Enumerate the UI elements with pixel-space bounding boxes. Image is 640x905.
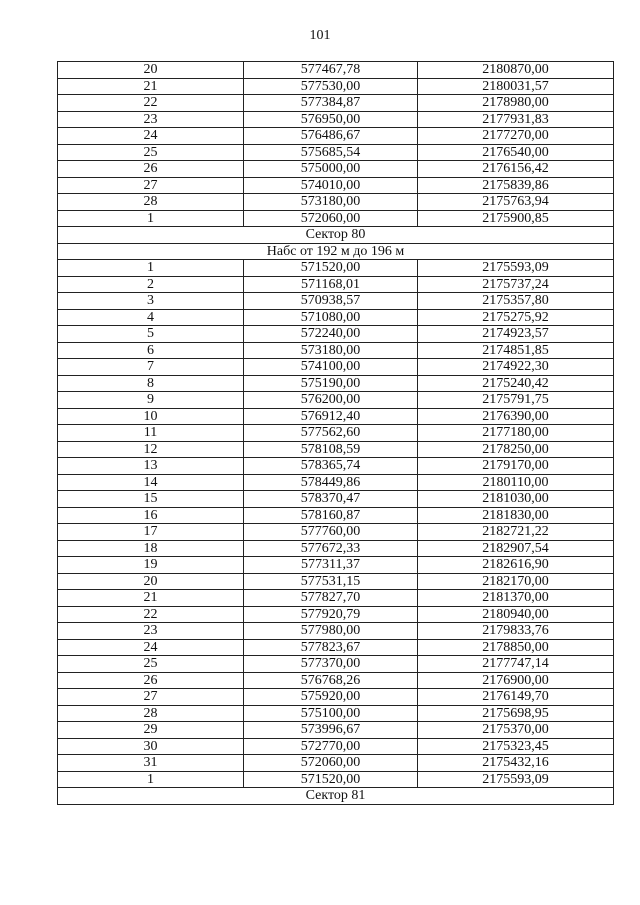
point-number-cell: 13: [58, 458, 244, 475]
y-coordinate-cell: 2177180,00: [418, 425, 614, 442]
y-coordinate-cell: 2177270,00: [418, 128, 614, 145]
y-coordinate-cell: 2177747,14: [418, 656, 614, 673]
table-row: [58, 623, 614, 640]
x-coordinate-cell: 575685,54: [244, 144, 418, 161]
table-row: [58, 441, 614, 458]
point-number-cell: 1: [58, 771, 244, 788]
x-coordinate-cell: 576912,40: [244, 408, 418, 425]
y-coordinate-cell: 2174923,57: [418, 326, 614, 343]
point-number-cell: 5: [58, 326, 244, 343]
x-coordinate-cell: 573180,00: [244, 194, 418, 211]
table-row: [58, 573, 614, 590]
point-number-cell: 27: [58, 177, 244, 194]
x-coordinate-cell: 577531,15: [244, 573, 418, 590]
point-number-cell: 23: [58, 623, 244, 640]
y-coordinate-cell: 2175737,24: [418, 276, 614, 293]
y-coordinate-cell: 2175698,95: [418, 705, 614, 722]
x-coordinate-cell: 577370,00: [244, 656, 418, 673]
point-number-cell: 9: [58, 392, 244, 409]
x-coordinate-cell: 578160,87: [244, 507, 418, 524]
y-coordinate-cell: 2175432,16: [418, 755, 614, 772]
x-coordinate-cell: 572240,00: [244, 326, 418, 343]
point-number-cell: 8: [58, 375, 244, 392]
table-row: [58, 375, 614, 392]
table-row: [58, 210, 614, 227]
x-coordinate-cell: 578365,74: [244, 458, 418, 475]
point-number-cell: 23: [58, 111, 244, 128]
table-row: [58, 474, 614, 491]
y-coordinate-cell: 2178980,00: [418, 95, 614, 112]
y-coordinate-cell: 2182170,00: [418, 573, 614, 590]
y-coordinate-cell: 2176390,00: [418, 408, 614, 425]
point-number-cell: 6: [58, 342, 244, 359]
table-row: [58, 342, 614, 359]
x-coordinate-cell: 577530,00: [244, 78, 418, 95]
point-number-cell: 2: [58, 276, 244, 293]
page-number: 101: [309, 28, 331, 43]
x-coordinate-cell: 576950,00: [244, 111, 418, 128]
y-coordinate-cell: 2182616,90: [418, 557, 614, 574]
point-number-cell: 22: [58, 606, 244, 623]
y-coordinate-cell: 2175593,09: [418, 771, 614, 788]
x-coordinate-cell: 571168,01: [244, 276, 418, 293]
table-row: [58, 161, 614, 178]
table-row: [58, 705, 614, 722]
table-row: [58, 177, 614, 194]
table-row: [58, 62, 614, 79]
y-coordinate-cell: 2175370,00: [418, 722, 614, 739]
x-coordinate-cell: 578449,86: [244, 474, 418, 491]
y-coordinate-cell: 2176540,00: [418, 144, 614, 161]
x-coordinate-cell: 577467,78: [244, 62, 418, 79]
y-coordinate-cell: 2181830,00: [418, 507, 614, 524]
point-number-cell: 28: [58, 705, 244, 722]
point-number-cell: 1: [58, 260, 244, 277]
point-number-cell: 21: [58, 590, 244, 607]
point-number-cell: 25: [58, 656, 244, 673]
y-coordinate-cell: 2174851,85: [418, 342, 614, 359]
x-coordinate-cell: 572060,00: [244, 210, 418, 227]
y-coordinate-cell: 2176149,70: [418, 689, 614, 706]
y-coordinate-cell: 2175275,92: [418, 309, 614, 326]
point-number-cell: 26: [58, 161, 244, 178]
y-coordinate-cell: 2182721,22: [418, 524, 614, 541]
table-row: [58, 408, 614, 425]
y-coordinate-cell: 2179170,00: [418, 458, 614, 475]
x-coordinate-cell: 571520,00: [244, 260, 418, 277]
point-number-cell: 11: [58, 425, 244, 442]
table-row: [58, 78, 614, 95]
point-number-cell: 14: [58, 474, 244, 491]
point-number-cell: 19: [58, 557, 244, 574]
y-coordinate-cell: 2175240,42: [418, 375, 614, 392]
table-row: [58, 639, 614, 656]
point-number-cell: 24: [58, 128, 244, 145]
table-row: [58, 425, 614, 442]
coordinates-table: [57, 61, 614, 805]
table-row: [58, 540, 614, 557]
x-coordinate-cell: 573996,67: [244, 722, 418, 739]
point-number-cell: 4: [58, 309, 244, 326]
point-number-cell: 15: [58, 491, 244, 508]
table-row: [58, 260, 614, 277]
y-coordinate-cell: 2175900,85: [418, 210, 614, 227]
x-coordinate-cell: 572770,00: [244, 738, 418, 755]
point-number-cell: 24: [58, 639, 244, 656]
point-number-cell: 20: [58, 62, 244, 79]
point-number-cell: 27: [58, 689, 244, 706]
x-coordinate-cell: 575190,00: [244, 375, 418, 392]
table-row: [58, 557, 614, 574]
y-coordinate-cell: 2175593,09: [418, 260, 614, 277]
y-coordinate-cell: 2176156,42: [418, 161, 614, 178]
x-coordinate-cell: 571520,00: [244, 771, 418, 788]
table-row: [58, 656, 614, 673]
y-coordinate-cell: 2180870,00: [418, 62, 614, 79]
y-coordinate-cell: 2180110,00: [418, 474, 614, 491]
point-number-cell: 16: [58, 507, 244, 524]
x-coordinate-cell: 578370,47: [244, 491, 418, 508]
y-coordinate-cell: 2178850,00: [418, 639, 614, 656]
y-coordinate-cell: 2181370,00: [418, 590, 614, 607]
point-number-cell: 18: [58, 540, 244, 557]
point-number-cell: 30: [58, 738, 244, 755]
y-coordinate-cell: 2177931,83: [418, 111, 614, 128]
table-row: [58, 276, 614, 293]
point-number-cell: 20: [58, 573, 244, 590]
y-coordinate-cell: 2181030,00: [418, 491, 614, 508]
table-row: [58, 392, 614, 409]
x-coordinate-cell: 572060,00: [244, 755, 418, 772]
table-row: [58, 524, 614, 541]
point-number-cell: 1: [58, 210, 244, 227]
y-coordinate-cell: 2180940,00: [418, 606, 614, 623]
x-coordinate-cell: 577672,33: [244, 540, 418, 557]
x-coordinate-cell: 576486,67: [244, 128, 418, 145]
x-coordinate-cell: 573180,00: [244, 342, 418, 359]
point-number-cell: 29: [58, 722, 244, 739]
table-row: [58, 293, 614, 310]
point-number-cell: 21: [58, 78, 244, 95]
y-coordinate-cell: 2175763,94: [418, 194, 614, 211]
y-coordinate-cell: 2175839,86: [418, 177, 614, 194]
y-coordinate-cell: 2175791,75: [418, 392, 614, 409]
point-number-cell: 26: [58, 672, 244, 689]
point-number-cell: 12: [58, 441, 244, 458]
x-coordinate-cell: 574010,00: [244, 177, 418, 194]
x-coordinate-cell: 577760,00: [244, 524, 418, 541]
point-number-cell: 25: [58, 144, 244, 161]
point-number-cell: 17: [58, 524, 244, 541]
section-row: [58, 243, 614, 260]
table-row: [58, 738, 614, 755]
y-coordinate-cell: 2175323,45: [418, 738, 614, 755]
table-row: [58, 507, 614, 524]
x-coordinate-cell: 577823,67: [244, 639, 418, 656]
x-coordinate-cell: 577980,00: [244, 623, 418, 640]
table-row: [58, 590, 614, 607]
x-coordinate-cell: 577384,87: [244, 95, 418, 112]
y-coordinate-cell: 2182907,54: [418, 540, 614, 557]
table-row: [58, 606, 614, 623]
table-row: [58, 458, 614, 475]
table-row: [58, 672, 614, 689]
x-coordinate-cell: 574100,00: [244, 359, 418, 376]
y-coordinate-cell: 2179833,76: [418, 623, 614, 640]
y-coordinate-cell: 2180031,57: [418, 78, 614, 95]
point-number-cell: 10: [58, 408, 244, 425]
table-row: [58, 309, 614, 326]
section-title: Набс от 192 м до 196 м: [58, 243, 614, 260]
point-number-cell: 31: [58, 755, 244, 772]
table-row: [58, 194, 614, 211]
table-row: [58, 771, 614, 788]
table-row: [58, 491, 614, 508]
x-coordinate-cell: 577827,70: [244, 590, 418, 607]
y-coordinate-cell: 2176900,00: [418, 672, 614, 689]
section-title: Сектор 80: [58, 227, 614, 244]
x-coordinate-cell: 577562,60: [244, 425, 418, 442]
section-row: [58, 227, 614, 244]
x-coordinate-cell: 576768,26: [244, 672, 418, 689]
x-coordinate-cell: 571080,00: [244, 309, 418, 326]
table-row: [58, 128, 614, 145]
table-row: [58, 95, 614, 112]
table-row: [58, 111, 614, 128]
table-row: [58, 359, 614, 376]
table-row: [58, 144, 614, 161]
point-number-cell: 7: [58, 359, 244, 376]
coordinates-table-body: [58, 62, 614, 805]
table-row: [58, 326, 614, 343]
table-row: [58, 722, 614, 739]
table-row: [58, 689, 614, 706]
y-coordinate-cell: 2178250,00: [418, 441, 614, 458]
x-coordinate-cell: 577920,79: [244, 606, 418, 623]
table-row: [58, 755, 614, 772]
x-coordinate-cell: 575920,00: [244, 689, 418, 706]
point-number-cell: 28: [58, 194, 244, 211]
y-coordinate-cell: 2175357,80: [418, 293, 614, 310]
x-coordinate-cell: 575000,00: [244, 161, 418, 178]
y-coordinate-cell: 2174922,30: [418, 359, 614, 376]
x-coordinate-cell: 578108,59: [244, 441, 418, 458]
x-coordinate-cell: 576200,00: [244, 392, 418, 409]
section-title: Сектор 81: [58, 788, 614, 805]
x-coordinate-cell: 577311,37: [244, 557, 418, 574]
x-coordinate-cell: 570938,57: [244, 293, 418, 310]
point-number-cell: 3: [58, 293, 244, 310]
section-row: [58, 788, 614, 805]
point-number-cell: 22: [58, 95, 244, 112]
x-coordinate-cell: 575100,00: [244, 705, 418, 722]
